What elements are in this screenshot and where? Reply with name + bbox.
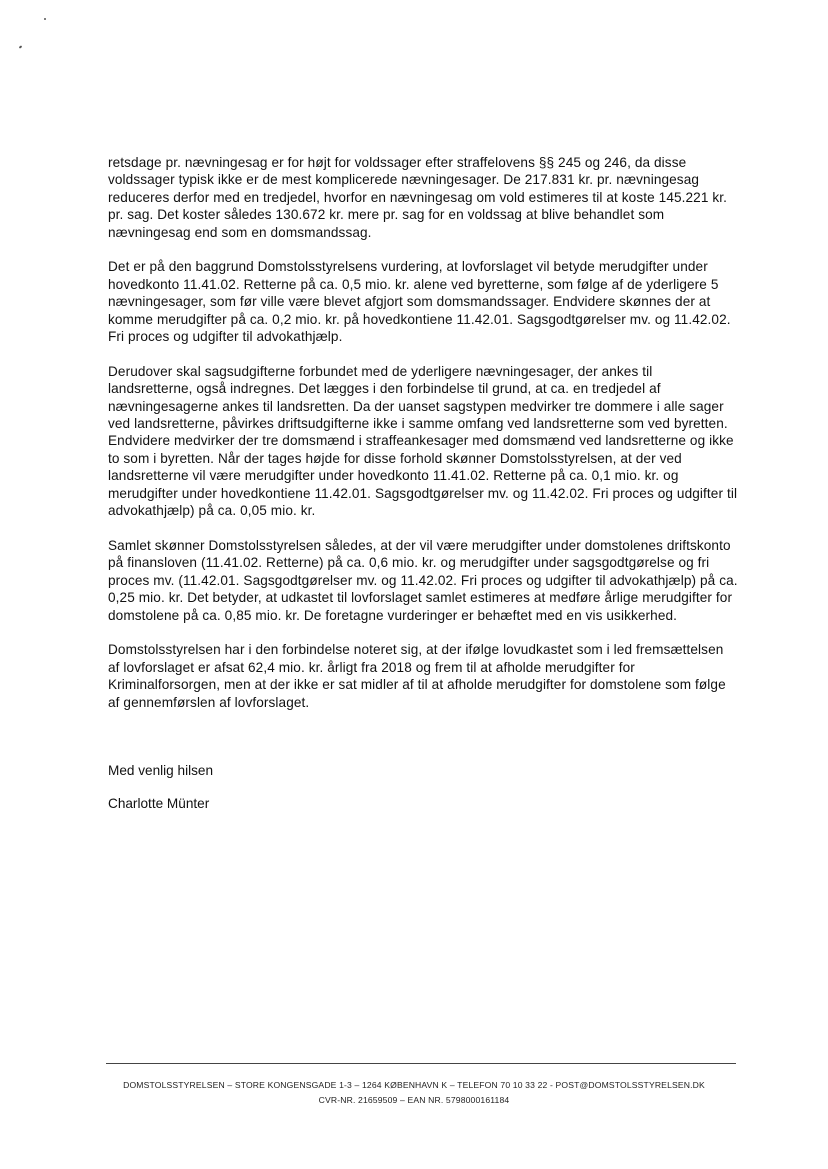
body-paragraph: Derudover skal sagsudgifterne forbundet med de yderligere nævningesager, der ankes til landsretterne, også indregnes. Det lægges i den forbindelse til grund, at ca. en tredjedel af nævningesagerne ankes til landsretten. Da der uanset sagstypen medvirker tre dommere i alle sager ved landsretterne, påvirkes driftsudgifterne ikke i samme omfang ved landsretterne som ved byretten. Endvidere medvirker der tre domsmænd i straffeankesager med domsmænd ved landsretterne og ikke to som i byretten. Når der tages højde for disse forhold skønner Domstolsstyrelsen, at der ved landsretterne vil være merudgifter under hovedkonto 11.41.02. Retterne på ca. 0,1 mio. kr. og merudgifter under hovedkontiene 11.42.01. Sagsgodtgørelser mv. og 11.42.02. Fri proces og udgifter til advokathjælp) på ca. 0,05 mio. kr.	[108, 363, 738, 519]
body-paragraph: Det er på den baggrund Domstolsstyrelsens vurdering, at lovforslaget vil betyde merudgifter under hovedkonto 11.41.02. Retterne på ca. 0,5 mio. kr. alene ved byretterne, som følge af de yderligere 5 nævningesager, som før ville være blevet afgjort som domsmandssager. Endvidere skønnes der at komme merudgifter på ca. 0,2 mio. kr. på hovedkontiene 11.42.01. Sagsgodtgørelser mv. og 11.42.02. Fri proces og udgifter til advokathjælp.	[108, 259, 731, 345]
scan-speck	[44, 18, 46, 20]
footer-address: DOMSTOLSSTYRELSEN – STORE KONGENSGADE 1-3 – 1264 KØBENHAVN K – TELEFON 70 10 33 22 - POST@DOMSTOLSSTYRELSEN.DK	[123, 1080, 705, 1090]
closing-greeting: Med venlig hilsen	[108, 763, 214, 778]
body-paragraph: Domstolsstyrelsen har i den forbindelse noteret sig, at der ifølge lovudkastet som i led fremsættelsen af lovforslaget er afsat 62,4 mio. kr. årligt fra 2018 og frem til at afholde merudgifter for Kriminalforsorgen, men at der ikke er sat midler af til at afholde merudgifter for domstolene som følge af gennemførslen af lovforslaget.	[108, 642, 726, 710]
page-footer	[60, 1078, 768, 1108]
footer-divider	[106, 1063, 736, 1064]
scan-speck	[19, 45, 23, 48]
signature-name: Charlotte Münter	[108, 796, 210, 812]
body-paragraph: Samlet skønner Domstolsstyrelsen således, at der vil være merudgifter under domstolenes driftskonto på finansloven (11.41.02. Retterne) på ca. 0,6 mio. kr. og merudgifter under sagsgodtgørelse og fri proces mv. (11.42.01. Sagsgodtgørelser mv. og 11.42.02. Fri proces og udgifter til advokathjælp) på ca. 0,25 mio. kr. Det betyder, at udkastet til lovforslaget samlet estimeres at medføre årlige merudgifter for domstolene på ca. 0,85 mio. kr. De foretagne vurderinger er behæftet med en vis usikkerhed.	[108, 537, 738, 623]
letter-body	[108, 154, 738, 728]
body-paragraph: retsdage pr. nævningesag er for højt for voldssager efter straffelovens §§ 245 og 246, da disse voldssager typisk ikke er de mest komplicerede nævningesager. De 217.831 kr. pr. nævningesag reduceres derfor med en tredjedel, hvorfor en nævningesag om vold estimeres til at koste 145.221 kr. pr. sag. Det koster således 130.672 kr. mere pr. sag for en voldssag at blive behandlet som nævningesag end som en domsmandssag.	[108, 155, 728, 240]
letter-closing	[108, 762, 213, 813]
footer-registration: CVR-NR. 21659509 – EAN NR. 5798000161184	[318, 1095, 510, 1105]
